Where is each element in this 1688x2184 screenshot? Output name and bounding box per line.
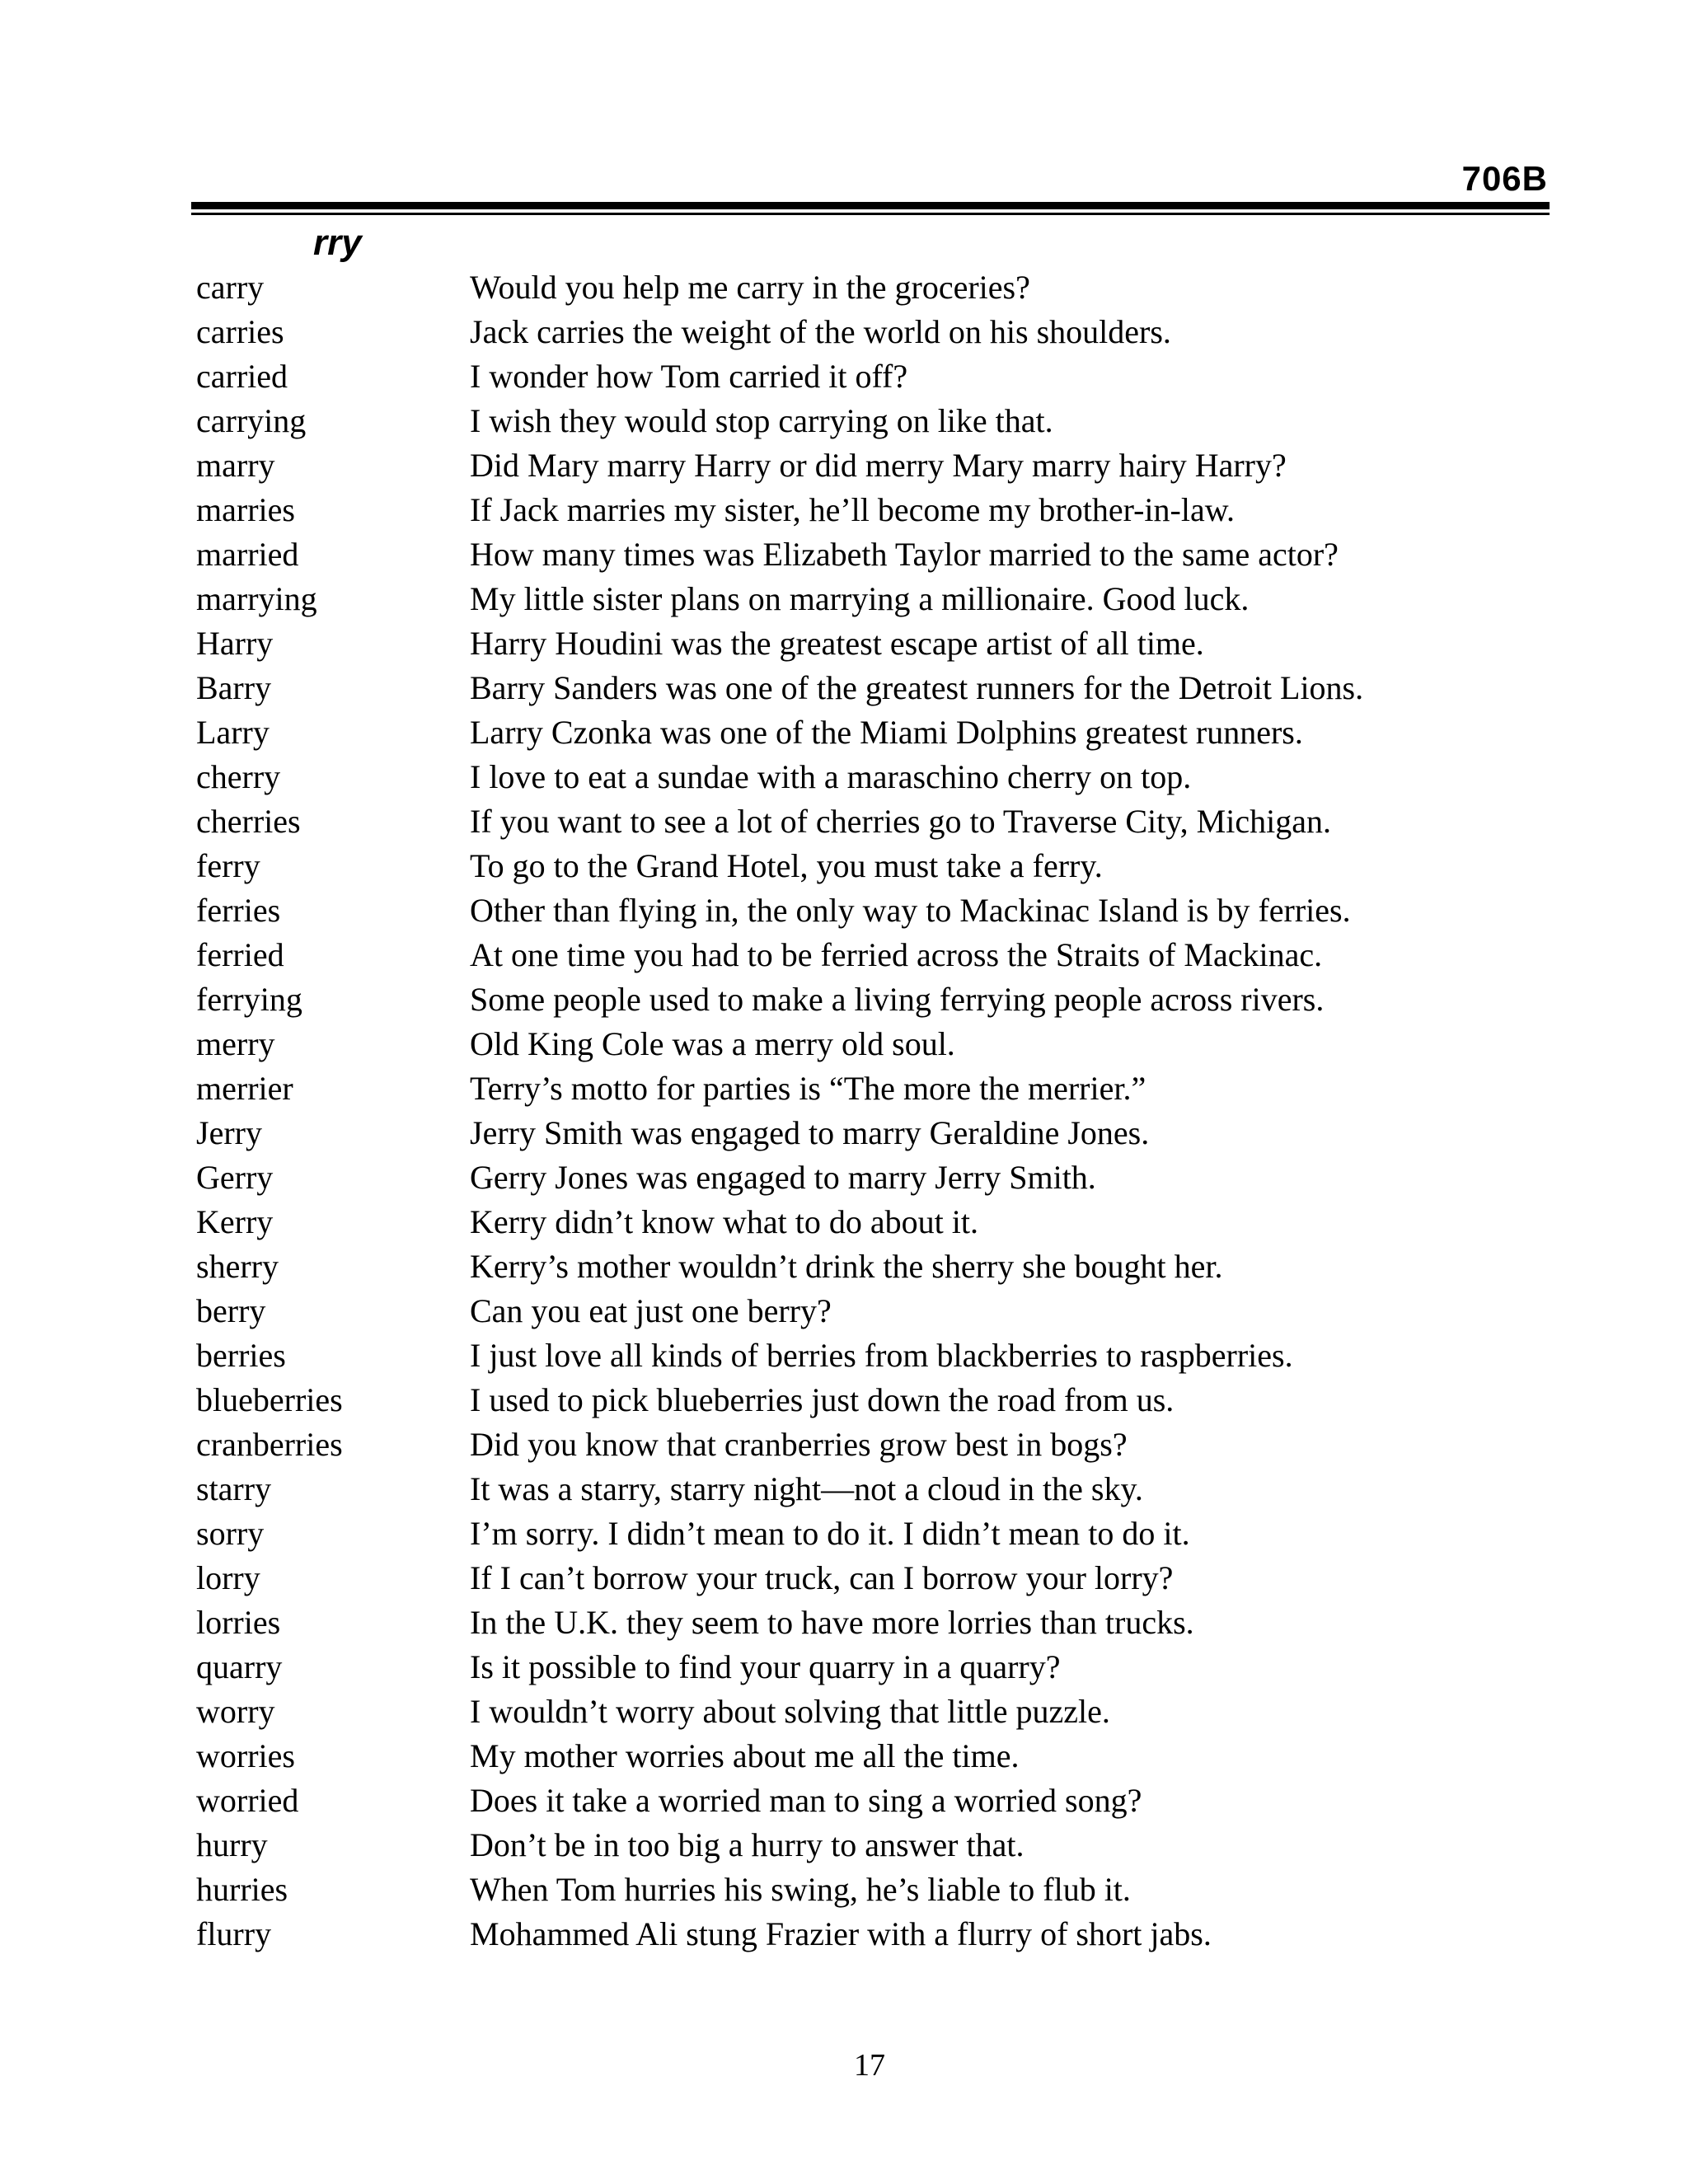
entry-word: flurry bbox=[196, 1915, 272, 1952]
entry-sentence: Did Mary marry Harry or did merry Mary marry hairy Harry? bbox=[470, 447, 1287, 484]
entry-word: Kerry bbox=[196, 1203, 274, 1240]
list-item bbox=[196, 799, 1548, 844]
list-item bbox=[196, 1601, 1548, 1645]
entry-word: worry bbox=[196, 1693, 275, 1730]
entry-sentence: Jerry Smith was engaged to marry Geraldine Jones. bbox=[470, 1114, 1150, 1151]
list-item bbox=[196, 1734, 1548, 1779]
entry-word: berry bbox=[196, 1292, 266, 1329]
header-rule-thick bbox=[191, 202, 1550, 209]
entry-word: Harry bbox=[196, 625, 274, 662]
list-item bbox=[196, 1645, 1548, 1690]
entry-word: married bbox=[196, 536, 299, 573]
entry-word: merrier bbox=[196, 1070, 293, 1107]
list-item bbox=[196, 755, 1548, 799]
list-item bbox=[196, 532, 1548, 577]
entry-word: Barry bbox=[196, 669, 272, 706]
entry-word: quarry bbox=[196, 1648, 283, 1685]
entry-sentence: Old King Cole was a merry old soul. bbox=[470, 1025, 955, 1062]
entry-sentence: If Jack marries my sister, he’ll become my brother-in-law. bbox=[470, 491, 1236, 528]
section-heading: rry bbox=[313, 223, 362, 263]
list-item bbox=[196, 621, 1548, 666]
list-item bbox=[196, 1868, 1548, 1912]
list-item bbox=[196, 1511, 1548, 1556]
entry-word: carried bbox=[196, 358, 288, 395]
entry-word: Larry bbox=[196, 714, 270, 751]
list-item bbox=[196, 1690, 1548, 1734]
entry-sentence: Does it take a worried man to sing a worried song? bbox=[470, 1782, 1142, 1819]
entry-sentence: Can you eat just one berry? bbox=[470, 1292, 832, 1329]
entry-word: ferries bbox=[196, 892, 281, 929]
entry-word: lorries bbox=[196, 1604, 281, 1641]
entry-sentence: If I can’t borrow your truck, can I borrow your lorry? bbox=[470, 1559, 1174, 1596]
entry-word: blueberries bbox=[196, 1381, 343, 1418]
entry-word: merry bbox=[196, 1025, 275, 1062]
entry-word: cranberries bbox=[196, 1426, 343, 1463]
entry-sentence: Is it possible to find your quarry in a quarry? bbox=[470, 1648, 1061, 1685]
list-item bbox=[196, 666, 1548, 710]
list-item bbox=[196, 933, 1548, 977]
entry-sentence: Gerry Jones was engaged to marry Jerry Smith. bbox=[470, 1159, 1096, 1196]
entry-sentence: I just love all kinds of berries from blackberries to raspberries. bbox=[470, 1337, 1293, 1374]
entry-sentence: Kerry’s mother wouldn’t drink the sherry she bought her. bbox=[470, 1248, 1223, 1285]
entry-word: cherry bbox=[196, 758, 281, 795]
list-item bbox=[196, 1244, 1548, 1289]
list-item bbox=[196, 844, 1548, 888]
list-item bbox=[196, 1022, 1548, 1066]
list-item bbox=[196, 399, 1548, 443]
entry-sentence: I used to pick blueberries just down the road from us. bbox=[470, 1381, 1175, 1418]
entry-word: Gerry bbox=[196, 1159, 274, 1196]
list-item bbox=[196, 1912, 1548, 1957]
list-item bbox=[196, 977, 1548, 1022]
entry-word: marries bbox=[196, 491, 295, 528]
list-item bbox=[196, 1779, 1548, 1823]
entry-sentence: Don’t be in too big a hurry to answer that. bbox=[470, 1826, 1025, 1863]
list-item bbox=[196, 1378, 1548, 1422]
entry-sentence: Did you know that cranberries grow best in bogs? bbox=[470, 1426, 1128, 1463]
entry-sentence: My mother worries about me all the time. bbox=[470, 1737, 1020, 1774]
entry-word: hurries bbox=[196, 1871, 288, 1908]
entry-word: marry bbox=[196, 447, 275, 484]
entry-sentence: I’m sorry. I didn’t mean to do it. I didn’t mean to do it. bbox=[470, 1515, 1190, 1552]
list-item bbox=[196, 1289, 1548, 1333]
entry-sentence: When Tom hurries his swing, he’s liable to flub it. bbox=[470, 1871, 1131, 1908]
entry-sentence: At one time you had to be ferried across the Straits of Mackinac. bbox=[470, 936, 1323, 973]
entry-word: sherry bbox=[196, 1248, 279, 1285]
list-item bbox=[196, 1066, 1548, 1111]
entry-sentence: Kerry didn’t know what to do about it. bbox=[470, 1203, 978, 1240]
list-item bbox=[196, 1422, 1548, 1467]
list-item bbox=[196, 265, 1548, 310]
entry-sentence: Would you help me carry in the groceries? bbox=[470, 269, 1030, 306]
word-sentence-list bbox=[196, 265, 1548, 1957]
entry-sentence: I love to eat a sundae with a maraschino cherry on top. bbox=[470, 758, 1192, 795]
list-item bbox=[196, 888, 1548, 933]
entry-sentence: Terry’s motto for parties is “The more the merrier.” bbox=[470, 1070, 1146, 1107]
entry-sentence: Harry Houdini was the greatest escape artist of all time. bbox=[470, 625, 1204, 662]
entry-word: carrying bbox=[196, 402, 307, 439]
list-item bbox=[196, 1467, 1548, 1511]
entry-word: carries bbox=[196, 313, 284, 350]
entry-sentence: It was a starry, starry night—not a cloud in the sky. bbox=[470, 1470, 1143, 1507]
entry-sentence: I wish they would stop carrying on like that. bbox=[470, 402, 1053, 439]
entry-sentence: Barry Sanders was one of the greatest runners for the Detroit Lions. bbox=[470, 669, 1364, 706]
entry-word: ferry bbox=[196, 847, 260, 884]
entry-word: sorry bbox=[196, 1515, 265, 1552]
entry-sentence: Mohammed Ali stung Frazier with a flurry of short jabs. bbox=[470, 1915, 1212, 1952]
entry-sentence: Other than flying in, the only way to Mackinac Island is by ferries. bbox=[470, 892, 1351, 929]
list-item bbox=[196, 577, 1548, 621]
list-item bbox=[196, 1111, 1548, 1155]
list-item bbox=[196, 310, 1548, 354]
entry-word: marrying bbox=[196, 580, 317, 617]
entry-sentence: How many times was Elizabeth Taylor married to the same actor? bbox=[470, 536, 1339, 573]
entry-word: lorry bbox=[196, 1559, 260, 1596]
list-item bbox=[196, 443, 1548, 488]
entry-sentence: I wouldn’t worry about solving that little puzzle. bbox=[470, 1693, 1110, 1730]
list-item bbox=[196, 1823, 1548, 1868]
entry-sentence: Larry Czonka was one of the Miami Dolphins greatest runners. bbox=[470, 714, 1303, 751]
entry-sentence: I wonder how Tom carried it off? bbox=[470, 358, 908, 395]
list-item bbox=[196, 1200, 1548, 1244]
entry-word: ferrying bbox=[196, 981, 302, 1018]
list-item bbox=[196, 1333, 1548, 1378]
entry-sentence: In the U.K. they seem to have more lorries than trucks. bbox=[470, 1604, 1194, 1641]
page-code: 706B bbox=[1461, 159, 1548, 198]
entry-sentence: Jack carries the weight of the world on his shoulders. bbox=[470, 313, 1171, 350]
entry-word: ferried bbox=[196, 936, 284, 973]
page-number: 17 bbox=[854, 2048, 885, 2083]
entry-word: carry bbox=[196, 269, 265, 306]
entry-sentence: Some people used to make a living ferrying people across rivers. bbox=[470, 981, 1325, 1018]
entry-word: cherries bbox=[196, 803, 301, 840]
list-item bbox=[196, 354, 1548, 399]
list-item bbox=[196, 488, 1548, 532]
entry-sentence: My little sister plans on marrying a millionaire. Good luck. bbox=[470, 580, 1250, 617]
entry-sentence: If you want to see a lot of cherries go to Traverse City, Michigan. bbox=[470, 803, 1331, 840]
entry-word: berries bbox=[196, 1337, 286, 1374]
entry-word: Jerry bbox=[196, 1114, 262, 1151]
entry-word: worried bbox=[196, 1782, 299, 1819]
entry-word: starry bbox=[196, 1470, 272, 1507]
entry-word: worries bbox=[196, 1737, 295, 1774]
list-item bbox=[196, 710, 1548, 755]
list-item bbox=[196, 1155, 1548, 1200]
entry-sentence: To go to the Grand Hotel, you must take a ferry. bbox=[470, 847, 1103, 884]
list-item bbox=[196, 1556, 1548, 1601]
header-rule-thin bbox=[191, 213, 1550, 215]
entry-word: hurry bbox=[196, 1826, 268, 1863]
